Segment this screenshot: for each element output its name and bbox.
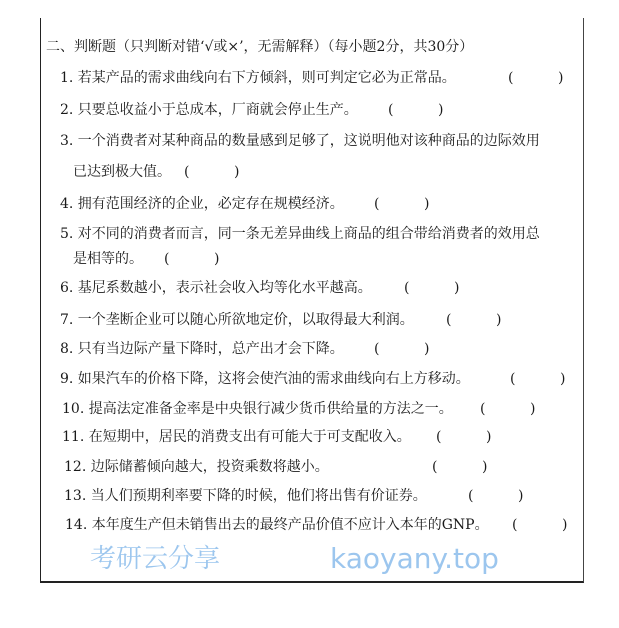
question-9: 9. 如果汽车的价格下降，这将会使汽油的需求曲线向右上方移动。	[60, 371, 470, 387]
question-4: 4. 拥有范围经济的企业，必定存在规模经济。	[60, 196, 344, 212]
question-3: 3. 一个消费者对某种商品的数量感到足够了，这说明他对该种商品的边际效用	[60, 133, 540, 149]
watermark-brand: 考研云分享	[90, 544, 221, 574]
question-14: 14. 本年度生产但未销售出去的最终产品价值不应计入本年的GNP。	[65, 517, 489, 533]
answer-blank-10[interactable]: ( )	[480, 401, 536, 417]
answer-blank-8[interactable]: ( )	[374, 341, 430, 357]
section-heading: 二、判断题（只判断对错‘√或×’，无需解释）（每小题2分，共30分）	[46, 39, 474, 55]
watermark-site: kaoyany.top	[330, 542, 499, 575]
question-5-continued: 是相等的。	[73, 251, 143, 267]
question-5: 5. 对不同的消费者而言，同一条无差异曲线上商品的组合带给消费者的效用总	[60, 226, 540, 242]
answer-blank-14[interactable]: ( )	[512, 517, 568, 533]
answer-blank-9[interactable]: ( )	[510, 371, 566, 387]
question-3-continued: 已达到极大值。	[73, 164, 171, 180]
question-12: 12. 边际储蓄倾向越大，投资乘数将越小。	[64, 459, 329, 475]
question-1: 1. 若某产品的需求曲线向右下方倾斜，则可判定它必为正常品。	[60, 70, 456, 86]
question-13: 13. 当人们预期利率要下降的时候，他们将出售有价证券。	[64, 488, 427, 504]
answer-blank-13[interactable]: ( )	[468, 488, 524, 504]
question-10: 10. 提高法定准备金率是中央银行减少货币供给量的方法之一。	[62, 401, 453, 417]
question-2: 2. 只要总收益小于总成本，厂商就会停止生产。	[60, 102, 358, 118]
answer-blank-1[interactable]: ( )	[508, 70, 564, 86]
answer-blank-4[interactable]: ( )	[374, 196, 430, 212]
answer-blank-3[interactable]: ( )	[184, 164, 240, 180]
question-7: 7. 一个垄断企业可以随心所欲地定价，以取得最大利润。	[60, 312, 414, 328]
answer-blank-5[interactable]: ( )	[164, 251, 220, 267]
answer-blank-12[interactable]: ( )	[432, 459, 488, 475]
answer-blank-11[interactable]: ( )	[436, 429, 492, 445]
question-8: 8. 只有当边际产量下降时，总产出才会下降。	[60, 341, 344, 357]
answer-blank-2[interactable]: ( )	[388, 102, 444, 118]
answer-blank-7[interactable]: ( )	[446, 312, 502, 328]
answer-blank-6[interactable]: ( )	[404, 280, 460, 296]
question-11: 11. 在短期中，居民的消费支出有可能大于可支配收入。	[62, 429, 411, 445]
question-6: 6. 基尼系数越小，表示社会收入均等化水平越高。	[60, 280, 372, 296]
